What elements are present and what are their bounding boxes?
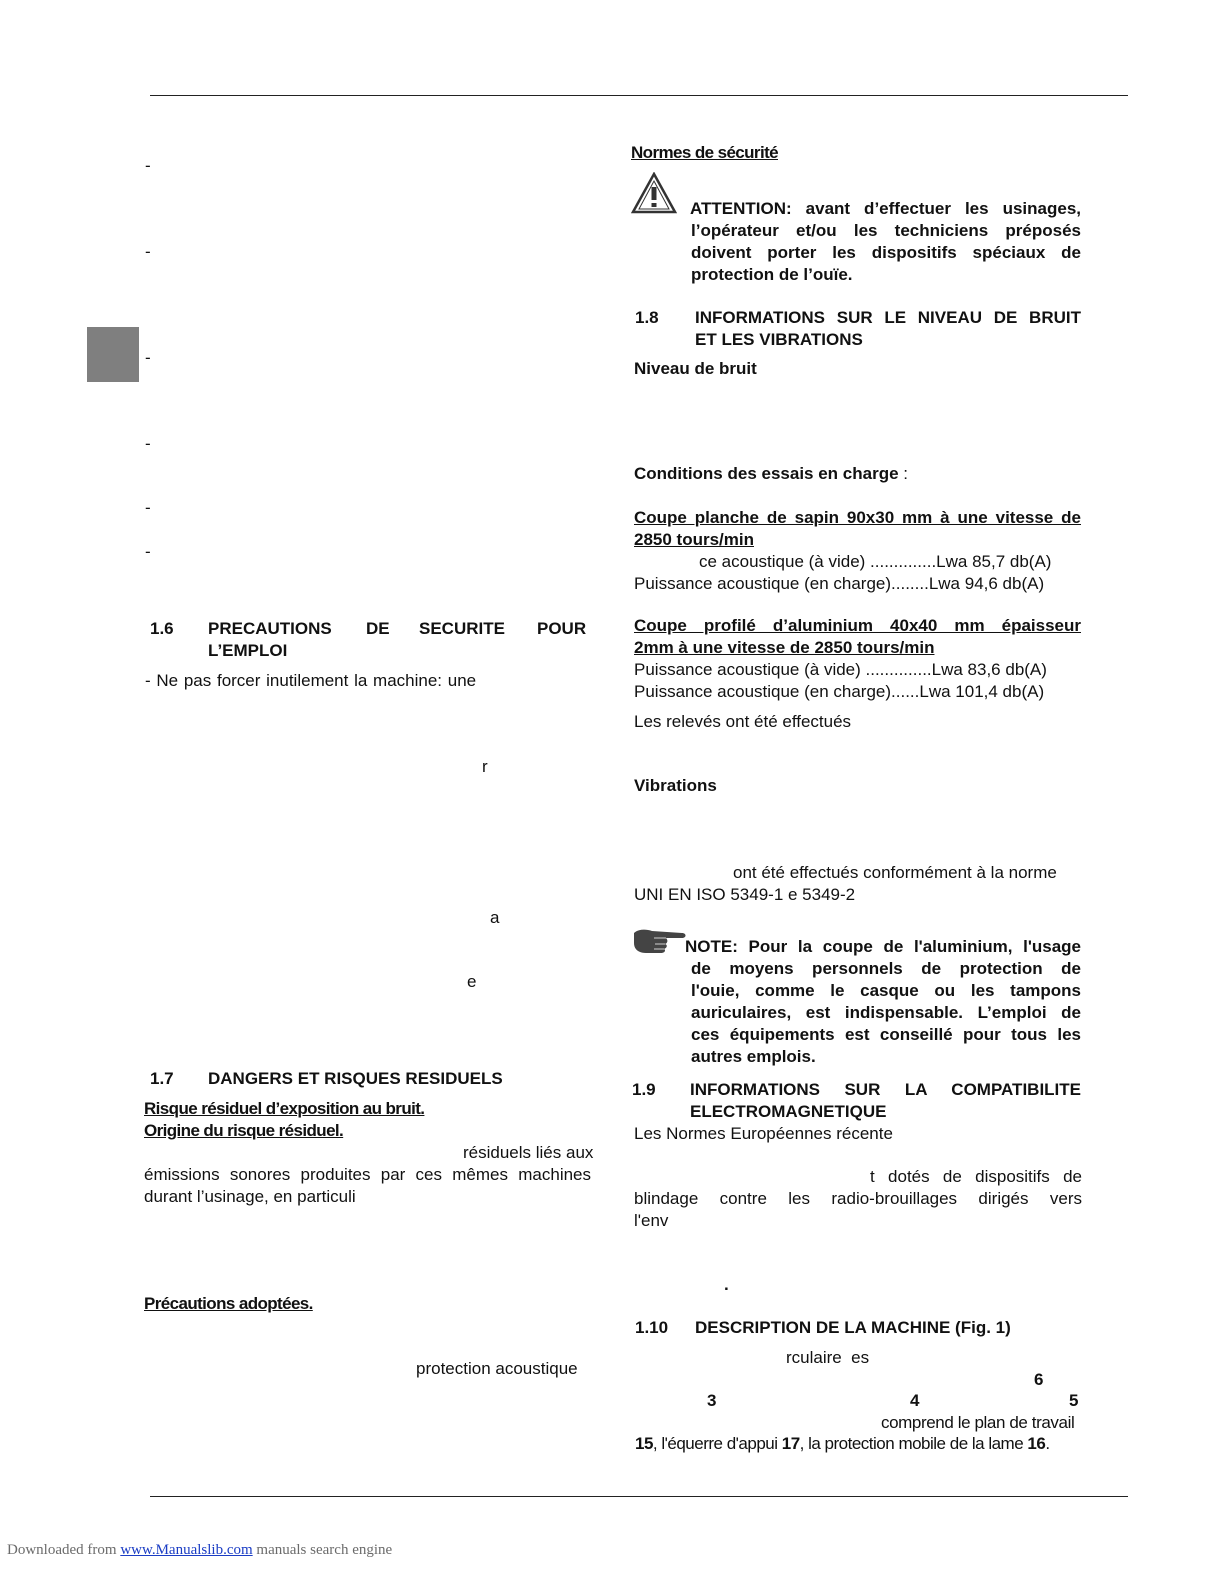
section-number-1-10: 1.10 [635,1318,669,1337]
footer-rule [150,1496,1128,1497]
vibrations-text: ont été effectués conformément à la norme [733,863,1057,882]
test2-value: Puissance acoustique (à vide) ..............Lwa 83,6 db(A) [634,660,1047,679]
section-title-1-9-line2: ELECTROMAGNETIQUE [690,1102,887,1121]
figure-ref-number: 17 [781,1434,800,1453]
paragraph-text: protection acoustique [416,1359,578,1378]
emc-text: blindage contre les radio-brouillages dirigés vers [634,1189,1082,1208]
description-text: , la protection mobile de la lame [799,1434,1028,1453]
pointing-hand-icon [632,927,688,955]
section-title-1-6-word: SECURITE [419,619,505,638]
section-number-1-9: 1.9 [632,1080,656,1099]
niveau-heading: Niveau de bruit [634,359,757,378]
conditions-colon: : [898,464,908,483]
section-title-1-6-word: PRECAUTIONS [208,619,332,638]
section-title-1-8: INFORMATIONS SUR LE NIVEAU DE BRUIT [695,308,1081,327]
section-number-1-8: 1.8 [635,308,659,327]
note-text: NOTE: Pour la coupe de l'aluminium, l'usage [685,937,1081,956]
precautions-heading: Précautions adoptées. [144,1294,313,1313]
section-title-1-6-line2: L’EMPLOI [208,641,288,660]
manualslib-link[interactable]: www.Manualslib.com [120,1542,253,1558]
releves-text: Les relevés ont été effectués [634,712,852,731]
test1-title: Coupe planche de sapin 90x30 mm à une vitesse de [634,508,1081,527]
test1-value: Puissance acoustique (en charge)........Lwa 94,6 db(A) [634,574,1045,593]
test2-value: Puissance acoustique (en charge)......Lwa 101,4 db(A) [634,682,1045,701]
conditions-line [634,463,908,485]
list-dash: - [145,498,151,517]
figure-ref-number: 15 [635,1434,653,1453]
paragraph-text: résiduels liés aux [463,1143,594,1162]
note-text: auriculaires, est indispensable. L’emploi de [691,1003,1081,1022]
attention-text: doivent porter les dispositifs spéciaux de [691,243,1081,262]
figure-ref-number: 5 [1069,1391,1079,1410]
text-fragment: e [467,972,477,991]
test2-title: Coupe profilé d’aluminium 40x40 mm épaisseur [634,616,1081,635]
description-text: rculaire es [786,1348,870,1367]
section-title-1-6-word: DE [366,619,390,638]
paragraph-text: durant l’usinage, en particuli [144,1187,356,1206]
description-text: , l'équerre d'appui [652,1434,782,1453]
description-last-line [635,1433,1050,1455]
attention-text: protection de l’ouïe. [691,265,853,284]
figure-ref-number: 6 [1034,1370,1044,1389]
section-title-1-8-line2: ET LES VIBRATIONS [695,330,863,349]
download-footer [7,1542,392,1559]
section-number-1-7: 1.7 [150,1069,174,1088]
note-text: l'ouie, comme le casque ou les tampons [691,981,1081,1000]
list-dash: - [145,434,151,453]
note-text: de moyens personnels de protection de [691,959,1081,978]
header-rule [150,95,1128,96]
vibrations-heading: Vibrations [634,776,717,795]
paragraph-text: émissions sonores produites par ces mêmes machines [144,1165,591,1184]
vibrations-text: UNI EN ISO 5349-1 e 5349-2 [634,885,856,904]
note-text: autres emplois. [691,1047,816,1066]
figure-ref-number: 3 [707,1391,717,1410]
footer-prefix: Downloaded from [7,1542,121,1558]
test1-title: 2850 tours/min [634,530,754,549]
test2-title: 2mm à une vitesse de 2850 tours/min [634,638,935,657]
description-text: . [1045,1434,1050,1453]
section-title-1-9: INFORMATIONS SUR LA COMPATIBILITE [690,1080,1081,1099]
attention-text: ATTENTION: avant d’effectuer les usinages, [690,199,1081,218]
section-title-1-7: DANGERS ET RISQUES RESIDUELS [208,1069,503,1088]
bullet-text: - Ne pas forcer inutilement la machine: une [145,671,477,690]
figure-ref-number: 4 [910,1391,920,1410]
attention-text: l’opérateur et/ou les techniciens préposés [691,221,1081,240]
normes-heading: Normes de sécurité [631,143,778,162]
figure-ref-number: 16 [1027,1434,1046,1453]
page-tab-marker [87,327,139,382]
section-title-1-6-word: POUR [537,619,587,638]
emc-text: t dotés de dispositifs de [870,1167,1082,1186]
section-title-1-10: DESCRIPTION DE LA MACHINE (Fig. 1) [695,1318,1011,1337]
list-dash: - [145,348,151,367]
text-fragment: . [724,1275,729,1294]
emc-text: l'env [634,1211,669,1230]
text-fragment: a [490,908,500,927]
list-dash: - [145,542,151,561]
text-fragment: r [482,757,488,776]
origin-heading: Origine du risque résiduel. [144,1121,344,1140]
emc-text: Les Normes Européennes récente [634,1124,893,1143]
footer-suffix: manuals search engine [252,1542,393,1558]
warning-triangle-icon [631,172,677,214]
test1-value: ce acoustique (à vide) ..............Lwa 85,7 db(A) [699,552,1052,571]
description-text: comprend le plan de travail [881,1413,1075,1432]
section-number-1-6: 1.6 [150,619,174,638]
list-dash: - [145,242,151,261]
note-text: ces équipements est conseillé pour tous les [691,1025,1081,1044]
conditions-heading: Conditions des essais en charge [634,464,899,483]
risk-heading: Risque résiduel d’exposition au bruit. [144,1099,425,1118]
list-dash: - [145,156,151,175]
